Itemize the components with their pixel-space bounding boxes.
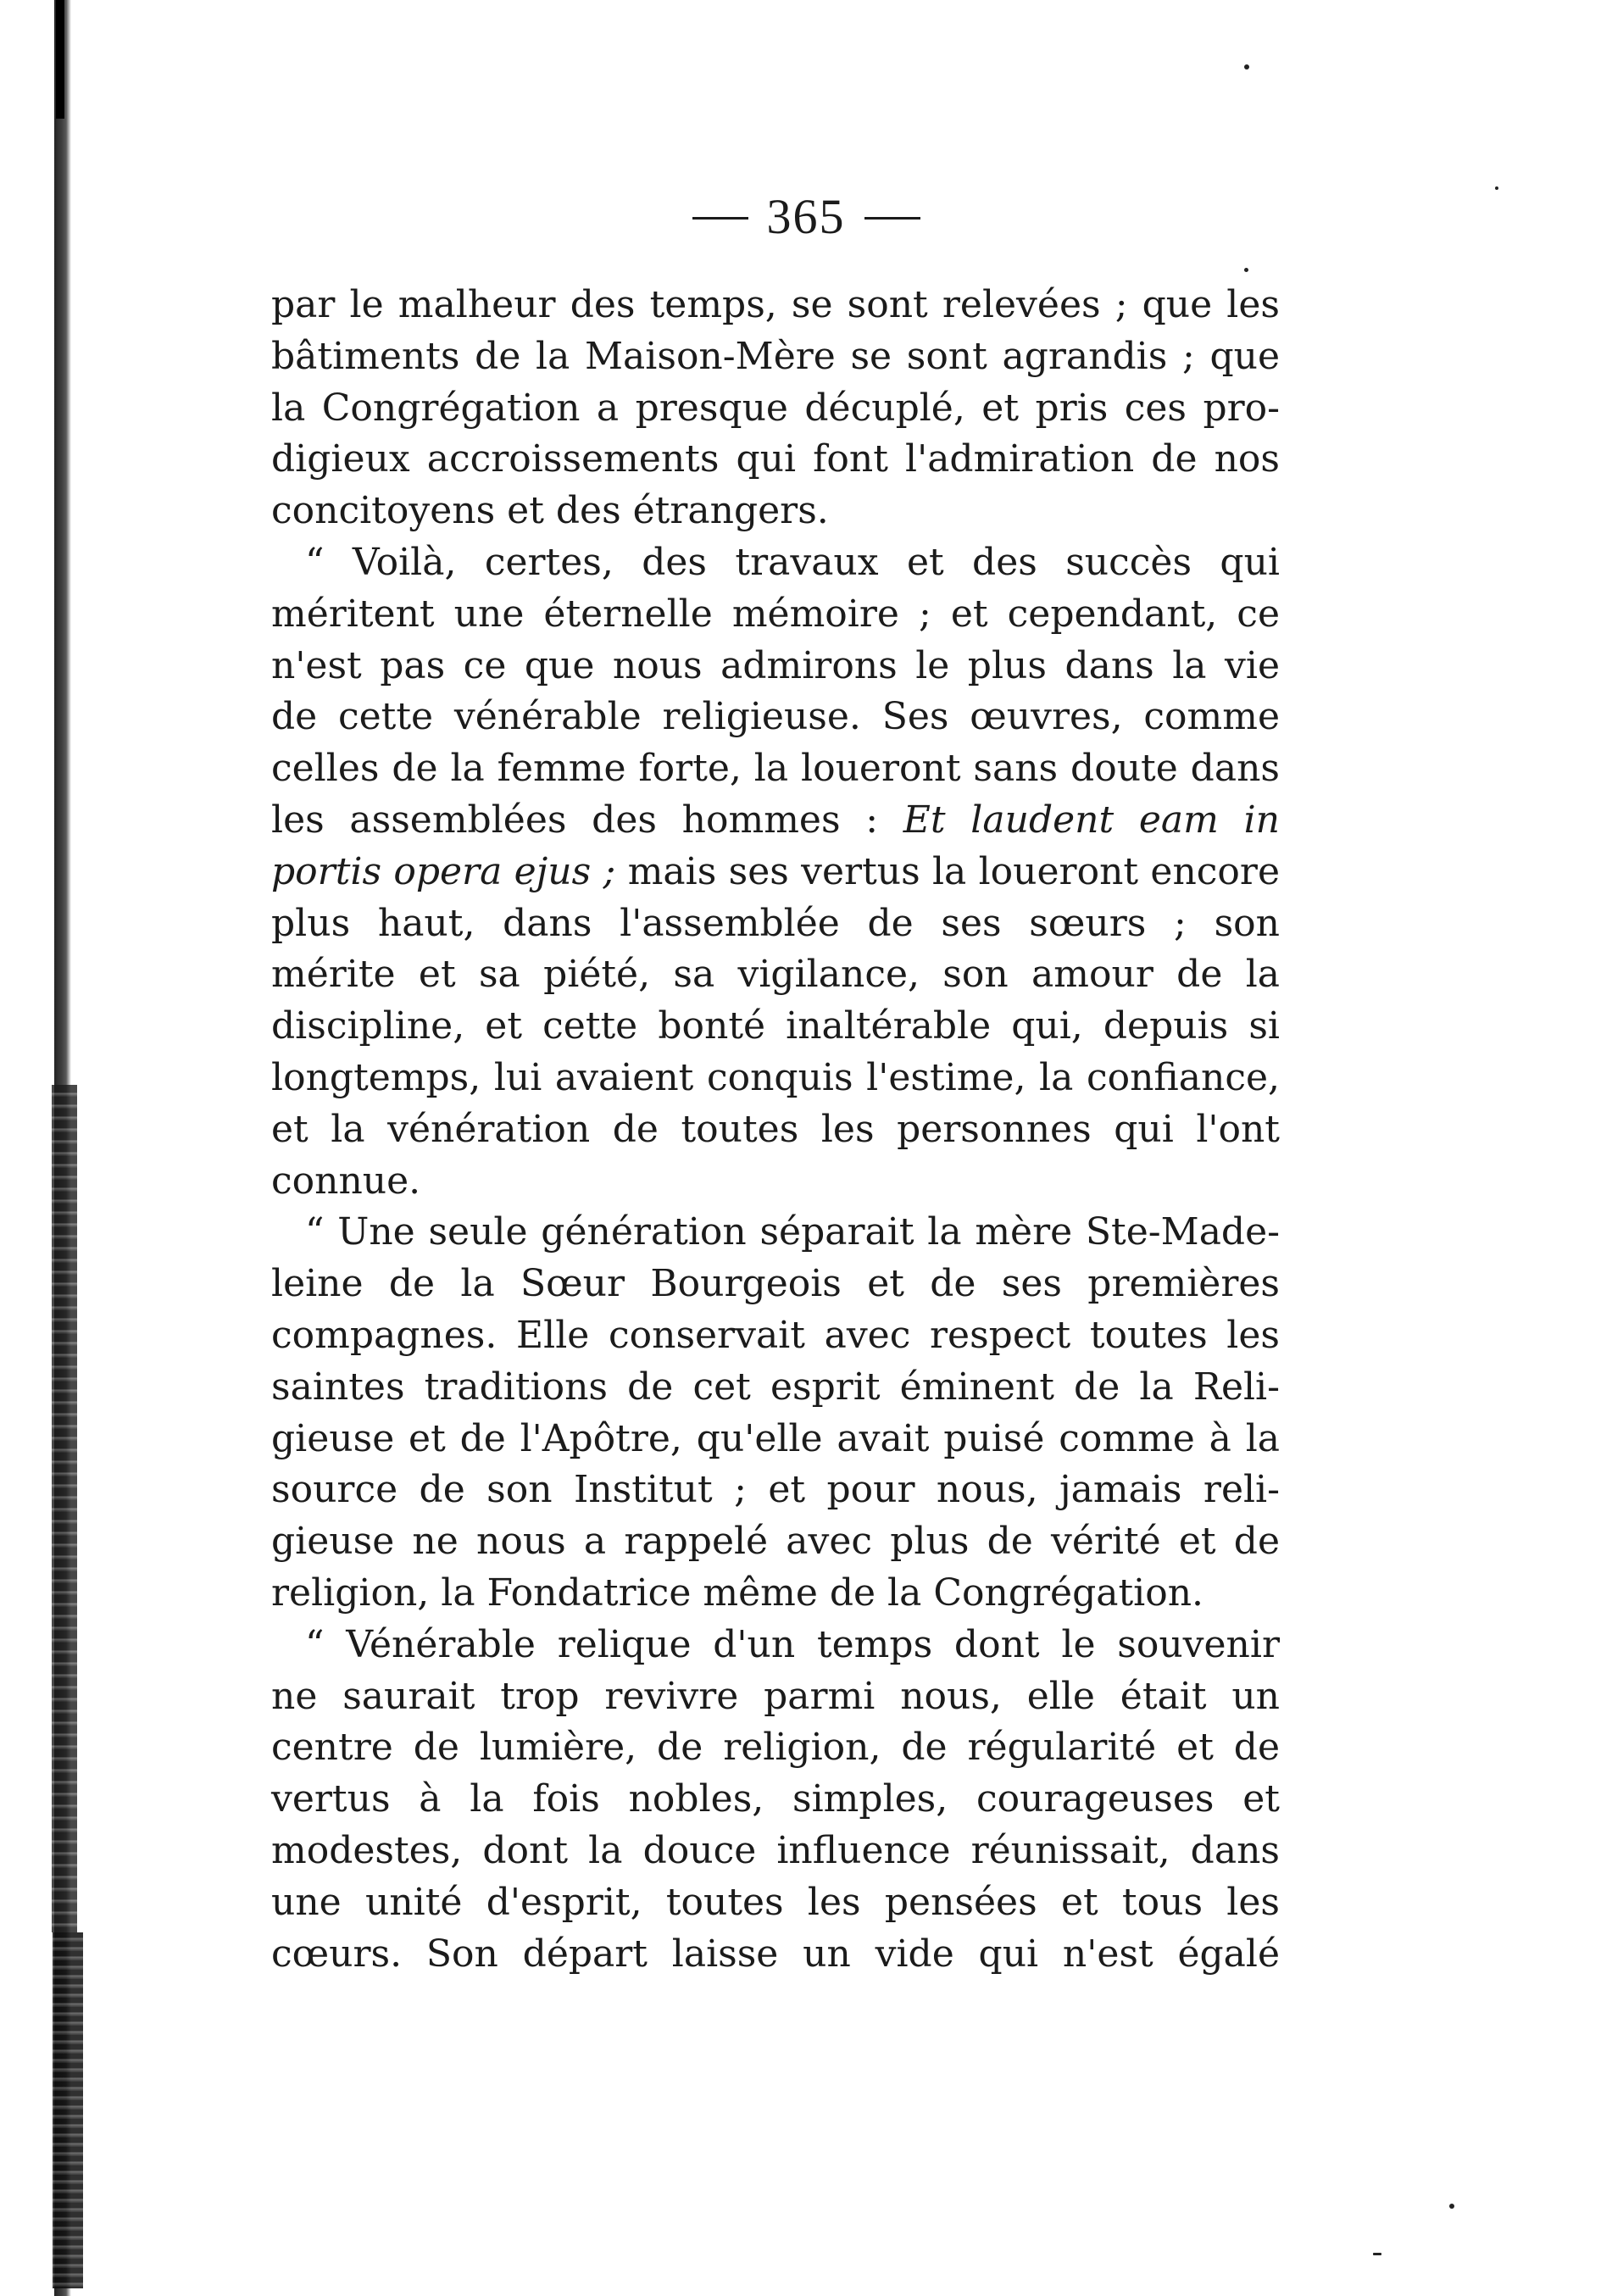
text-line: discipline, et cette bonté inaltérable qui, depuis si	[271, 1004, 1280, 1048]
text-line: mérite et sa piété, sa vigilance, son amour de la	[271, 953, 1280, 997]
text-line: bâtiments de la Maison-Mère se sont agrandis ; que	[271, 334, 1280, 378]
text-line: gieuse ne nous a rappelé avec plus de vérité et de	[271, 1520, 1280, 1564]
latin-quote: Et laudent eam in	[903, 798, 1280, 842]
text-line: vertus à la fois nobles, simples, courageuses et	[271, 1777, 1280, 1821]
text-line: la Congrégation a presque décuplé, et pris ces pro-	[271, 386, 1280, 430]
text-line: “ Une seule génération séparait la mère Ste-Made-	[305, 1210, 1280, 1254]
text-line: leine de la Sœur Bourgeois et de ses premières	[271, 1262, 1280, 1306]
text-line: compagnes. Elle conservait avec respect toutes les	[271, 1313, 1280, 1357]
text-line: saintes traditions de cet esprit éminent de la Reli-	[271, 1365, 1280, 1409]
text-line: ne saurait trop revivre parmi nous, elle était un	[271, 1674, 1280, 1718]
text-line: n'est pas ce que nous admirons le plus dans la vie	[271, 643, 1280, 687]
binding-top-mark	[56, 0, 64, 119]
text-line: de cette vénérable religieuse. Ses œuvres, comme	[271, 695, 1280, 739]
text-line: connue.	[271, 1159, 421, 1203]
text-line	[271, 847, 1280, 898]
right-dash	[864, 217, 920, 220]
text-segment: les assemblées des hommes :	[271, 798, 903, 842]
scan-speck	[1244, 64, 1249, 69]
text-line: méritent une éternelle mémoire ; et cependant, ce	[271, 592, 1280, 636]
left-dash	[692, 217, 748, 220]
latin-quote: portis opera ejus ;	[271, 849, 616, 893]
text-line: une unité d'esprit, toutes les pensées et tous les	[271, 1880, 1280, 1924]
text-line	[271, 795, 1280, 847]
text-line: “ Voilà, certes, des travaux et des succès qui	[305, 540, 1280, 584]
text-line: centre de lumière, de religion, de régularité et de	[271, 1726, 1280, 1770]
binding-lower-texture	[53, 1932, 83, 2288]
text-line: source de son Institut ; et pour nous, jamais reli-	[271, 1468, 1280, 1512]
scan-speck	[1373, 2253, 1381, 2255]
scan-speck	[1449, 2204, 1454, 2209]
text-line: et la vénération de toutes les personnes qui l'ont	[271, 1107, 1280, 1151]
text-segment: mais ses vertus la loueront encore	[615, 849, 1280, 893]
text-line: religion, la Fondatrice même de la Congrégation.	[271, 1571, 1204, 1615]
text-line: longtemps, lui avaient conquis l'estime, la confiance,	[271, 1055, 1280, 1099]
text-line: plus haut, dans l'assemblée de ses sœurs ; son	[271, 901, 1280, 945]
text-line: modestes, dont la douce influence réunissait, dans	[271, 1828, 1280, 1872]
text-line: cœurs. Son départ laisse un vide qui n'est égalé	[271, 1932, 1280, 1976]
text-line: digieux accroissements qui font l'admiration de nos	[271, 437, 1280, 481]
text-line: celles de la femme forte, la loueront sans doute dans	[271, 747, 1280, 791]
page-number-header	[0, 188, 1612, 245]
scan-speck	[1244, 268, 1248, 272]
body-text	[271, 280, 1280, 1980]
text-line: gieuse et de l'Apôtre, qu'elle avait puisé comme à la	[271, 1416, 1280, 1460]
text-line: concitoyens et des étrangers.	[271, 489, 829, 533]
text-line: “ Vénérable relique d'un temps dont le souvenir	[305, 1622, 1280, 1666]
page-number: 365	[766, 189, 846, 244]
page-binding-edge	[49, 0, 93, 2296]
text-line: par le malheur des temps, se sont relevées ; que les	[271, 283, 1280, 326]
binding-middle-texture	[52, 1085, 77, 1932]
